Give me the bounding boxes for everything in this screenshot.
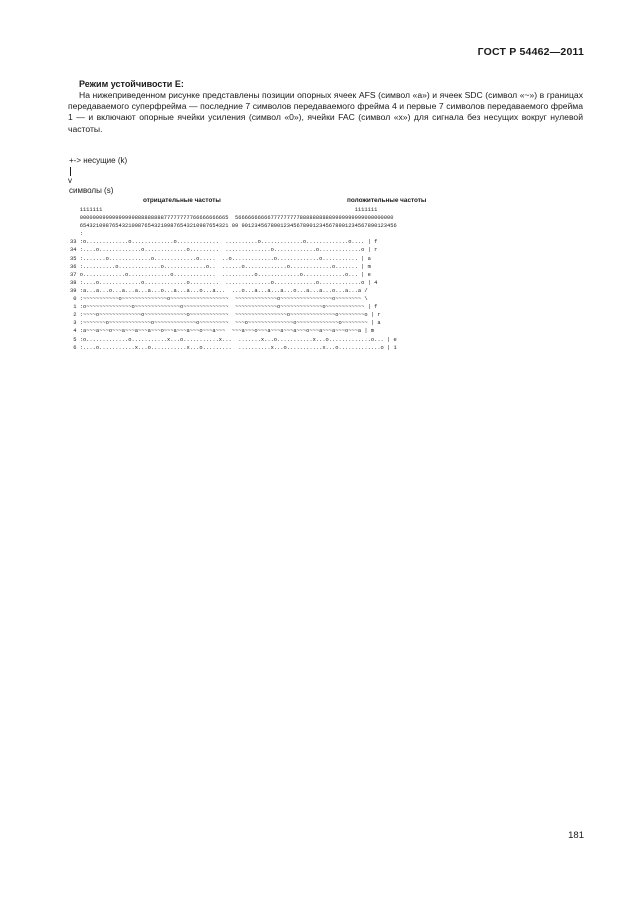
matrix-row: 4 :a~~~a~~~o~~~a~~~a~~~a~~~o~~~a~~~a~~~o~~~a~~~ ~~~a~~~o~~~a~~~a~~~a~~~o~~~a~~~a~~~o~~~a | m (70, 328, 375, 335)
matrix-row: 1 :o~~~~~~~~~~~~~~o~~~~~~~~~~~~~~o~~~~~~~~~~~~~~ ~~~~~~~~~~~~~o~~~~~~~~~~~~~o~~~~~~~~~~~~ | f (70, 304, 378, 311)
matrix-row: 35 :.......o.............o.............o..... ..o.............o.............o........... | a (70, 255, 371, 262)
matrix-row: 0000000999999999988888888877777777766666666665 5666666666677777777788888888889999999999000000000 (70, 215, 394, 222)
paragraph-text: На нижеприведенном рисунке представлены позиции опорных ячеек AFS (символ «а») и ячеек SDC (символ «~») в границах передаваемого суперфрейма — последние 7 символов передаваемого фрейма 4 и первые 7 символов передаваемого фрейма 1 — и включают опорные ячейки усиления (символ «0»), ячейки FAC (символ «х») для сигнала без несущих вокруг нулевой частоты. (68, 90, 583, 134)
matrix-row: 33 :o.............o.............o............. ..........o.............o.............o.... | f (70, 239, 378, 246)
matrix-row: 36 :..........o.............o.............o.. ......o.............o.............o....... | m (70, 263, 371, 270)
matrix-row: 34 :....o.............o.............o......... ..............o.............o.............o | r (70, 247, 378, 254)
matrix-row: 5 :o.............o...........x...o...........x... .......x...o...........x...o.............o... | e (70, 336, 397, 343)
document-header: ГОСТ Р 54462—2011 (477, 46, 584, 58)
negative-frequencies-label: отрицательные частоты (143, 197, 221, 204)
section-title: Режим устойчивости Е: (79, 79, 184, 89)
matrix-row: 6543210987654321098765432109876543210987654321 09 901234567890123456789012345678901234567890123456 (70, 223, 397, 230)
axis-vertical-bar (70, 167, 71, 176)
matrix-row: 39 :a...a...o...a...a...a...o...a...a...o...a... ...o...a...a...a...o...a...a...o...a...a / (70, 287, 371, 294)
page-number: 181 (568, 830, 584, 841)
axis-carriers-label: +-> несущие (k) (69, 156, 128, 165)
matrix-row: 37 o.............o.............o............. ..........o.............o.............o... | e (70, 271, 371, 278)
matrix-row: : (70, 231, 83, 238)
matrix-row: 1111111 1111111 (70, 207, 378, 213)
matrix-row: 38 :....o.............o.............o......... ..............o.............o.............o | 4 (70, 279, 378, 286)
matrix-row: 2 :~~~~o~~~~~~~~~~~~~o~~~~~~~~~~~~~o~~~~~~~~~~~~ ~~~~~~~~~~~~~~~~o~~~~~~~~~~~~~~o~~~~~~~~o | r (70, 312, 381, 319)
axis-arrow-down: v (68, 176, 72, 185)
cell-position-matrix (70, 206, 397, 352)
axis-symbols-label: символы (s) (69, 186, 114, 195)
positive-frequencies-label: положительные частоты (347, 197, 427, 204)
matrix-row: 3 :~~~~~~~o~~~~~~~~~~~~~o~~~~~~~~~~~~~o~~~~~~~~~ ~~~o~~~~~~~~~~~~~~o~~~~~~~~~~~~~o~~~~~~~~ | a (70, 320, 381, 327)
matrix-row: 0 :~~~~~~~~~~~o~~~~~~~~~~~~~~o~~~~~~~~~~~~~~~~~~ ~~~~~~~~~~~~~o~~~~~~~~~~~~~~~~o~~~~~~~~ \ (70, 296, 371, 303)
body-paragraph (68, 90, 583, 135)
matrix-row: 6 :....o...........x...o...........x...o......... ..........x...o...........x...o.............o | 1 (70, 344, 397, 351)
